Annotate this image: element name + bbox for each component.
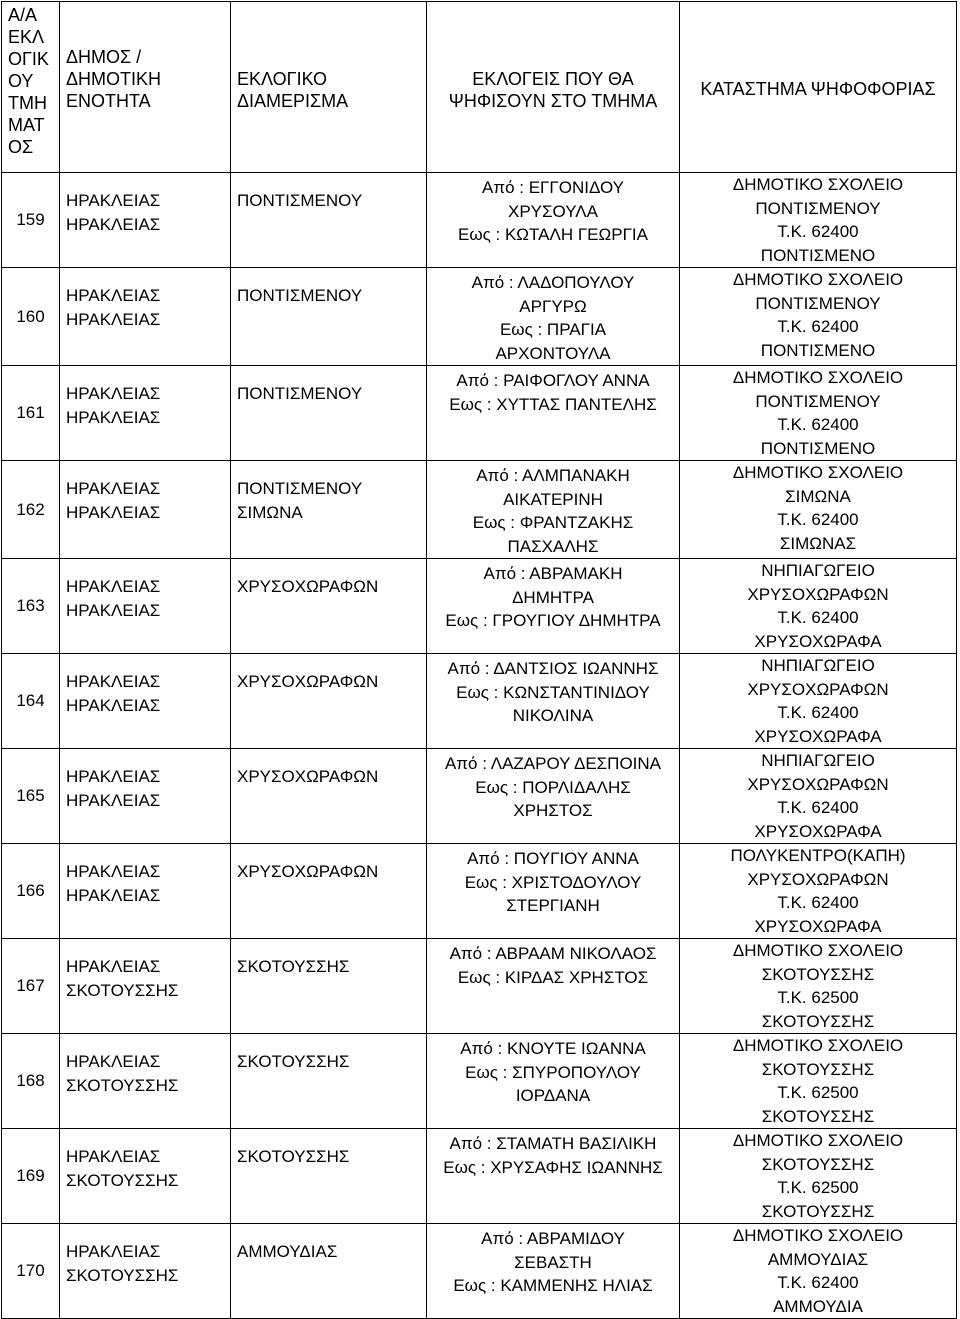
district-cell (231, 173, 427, 268)
voters-range-cell-line: ΝΙΚΟΛΙΝΑ (512, 706, 594, 725)
section-number: 167 (2, 939, 60, 1034)
polling-station-cell (680, 654, 957, 749)
polling-station-cell-line: ΝΗΠΙΑΓΩΓΕΙΟ (761, 561, 875, 580)
district-cell-line: ΠΟΝΤΙΣΜΕΝΟΥ (237, 384, 363, 403)
voters-range-cell-line: Από : ΛΑΖΑΡΟΥ ΔΕΣΠΟΙΝΑ (444, 754, 662, 773)
polling-station-cell-line: Τ.Κ. 62400 (777, 222, 859, 241)
polling-station-cell-line: ΧΡΥΣΟΧΩΡΑΦΑ (754, 726, 882, 746)
voters-range-cell-line: Από : ΕΓΓΟΝΙΔΟΥ (482, 178, 624, 197)
municipality-cell (60, 268, 231, 366)
polling-station-cell-line: ΧΡΥΣΟΧΩΡΑΦΩΝ (747, 869, 889, 889)
municipality-cell-line: ΗΡΑΚΛΕΙΑΣ (66, 767, 161, 786)
voters-range-cell-line: ΔΗΜΗΤΡΑ (512, 587, 594, 607)
voters-range-cell (427, 1034, 680, 1129)
header-line: ΔΗΜΟΣ / (66, 47, 142, 67)
voters-range-cell-line: Από : ΑΒΡΑΜΑΚΗ (483, 564, 623, 583)
polling-station-cell (680, 1034, 957, 1129)
municipality-cell-line: ΣΚΟΤΟΥΣΣΗΣ (66, 1170, 179, 1190)
polling-station-cell-line: Τ.Κ. 62500 (777, 988, 859, 1007)
voters-range-cell (427, 844, 680, 939)
polling-station-cell-line: Τ.Κ. 62400 (777, 798, 859, 817)
municipality-cell-line: ΗΡΑΚΛΕΙΑΣ (66, 672, 161, 691)
district-cell (231, 654, 427, 749)
polling-station-cell-line: ΠΟΝΤΙΣΜΕΝΟΥ (755, 198, 881, 218)
municipality-cell-line: ΗΡΑΚΛΕΙΑΣ (66, 191, 161, 210)
header-line: ΚΑΤΑΣΤΗΜΑ ΨΗΦΟΦΟΡΙΑΣ (700, 79, 936, 99)
polling-station-cell-line: ΠΟΛΥΚΕΝΤΡΟ(ΚΑΠΗ) (730, 846, 906, 865)
municipality-cell-line: ΗΡΑΚΛΕΙΑΣ (66, 885, 161, 905)
polling-station-cell-line: ΔΗΜΟΤΙΚΟ ΣΧΟΛΕΙΟ (732, 270, 904, 289)
polling-station-cell-line: ΠΟΝΤΙΣΜΕΝΟ (760, 438, 876, 458)
header-station (680, 2, 957, 173)
municipality-cell-line: ΗΡΑΚΛΕΙΑΣ (66, 407, 161, 427)
section-number: 163 (2, 559, 60, 654)
district-cell-line: ΧΡΥΣΟΧΩΡΑΦΩΝ (237, 672, 379, 691)
municipality-cell-line: ΗΡΑΚΛΕΙΑΣ (66, 309, 161, 329)
section-number: 160 (2, 268, 60, 366)
voters-range-cell (427, 268, 680, 366)
polling-station-cell-line: ΠΟΝΤΙΣΜΕΝΟΥ (755, 391, 881, 411)
polling-station-cell-line: Τ.Κ. 62400 (777, 415, 859, 434)
district-cell-line: ΣΚΟΤΟΥΣΣΗΣ (237, 1052, 350, 1071)
header-line: ΕΚΛ (8, 27, 45, 47)
municipality-cell (60, 1034, 231, 1129)
municipality-cell-line: ΣΚΟΤΟΥΣΣΗΣ (66, 1075, 179, 1095)
municipality-cell (60, 173, 231, 268)
voters-range-cell-line: Από : ΚΝΟΥΤΕ ΙΩΑΝΝΑ (460, 1039, 646, 1058)
district-cell (231, 939, 427, 1034)
voters-range-cell-line: Από : ΔΑΝΤΣΙΟΣ ΙΩΑΝΝΗΣ (447, 659, 659, 678)
polling-station-cell-line: Τ.Κ. 62400 (777, 608, 859, 627)
voters-range-cell-line: Από : ΑΛΜΠΑΝΑΚΗ (476, 466, 630, 485)
header-municipality (60, 2, 231, 173)
polling-station-cell-line: ΔΗΜΟΤΙΚΟ ΣΧΟΛΕΙΟ (732, 175, 904, 194)
header-line: ΕΚΛΟΓΙΚΟ (237, 69, 328, 89)
municipality-cell-line: ΗΡΑΚΛΕΙΑΣ (66, 790, 161, 810)
municipality-cell-line: ΣΚΟΤΟΥΣΣΗΣ (66, 1265, 179, 1285)
municipality-cell-line: ΗΡΑΚΛΕΙΑΣ (66, 577, 161, 596)
section-number: 165 (2, 749, 60, 844)
voters-range-cell-line: Εως : ΧΡΙΣΤΟΔΟΥΛΟΥ (464, 872, 642, 892)
polling-station-cell-line: ΝΗΠΙΑΓΩΓΕΙΟ (761, 656, 875, 675)
header-line: ΕΚΛΟΓΕΙΣ ΠΟΥ ΘΑ (472, 69, 634, 89)
voters-range-cell (427, 559, 680, 654)
municipality-cell (60, 749, 231, 844)
municipality-cell-line: ΗΡΑΚΛΕΙΑΣ (66, 695, 161, 715)
voters-range-cell-line: ΑΡΧΟΝΤΟΥΛΑ (495, 343, 611, 363)
district-cell-line: ΠΟΝΤΙΣΜΕΝΟΥ (237, 286, 363, 305)
polling-station-cell-line: ΣΚΟΤΟΥΣΣΗΣ (761, 1154, 875, 1174)
district-cell (231, 1034, 427, 1129)
section-number: 170 (2, 1224, 60, 1319)
voters-range-cell-line: Εως : ΚΑΜΜΕΝΗΣ ΗΛΙΑΣ (453, 1276, 653, 1295)
municipality-cell-line: ΗΡΑΚΛΕΙΑΣ (66, 1147, 161, 1166)
district-cell (231, 461, 427, 559)
header-line: ΨΗΦΙΣΟΥΝ ΣΤΟ ΤΜΗΜΑ (448, 91, 658, 111)
polling-station-cell-line: ΧΡΥΣΟΧΩΡΑΦΩΝ (747, 584, 889, 604)
header-number (2, 2, 60, 173)
polling-station-cell-line: ΔΗΜΟΤΙΚΟ ΣΧΟΛΕΙΟ (732, 368, 904, 387)
header-line: ΤΜΗ (8, 93, 47, 113)
polling-station-cell-line: Τ.Κ. 62400 (777, 510, 859, 529)
section-number: 168 (2, 1034, 60, 1129)
polling-station-cell-line: ΔΗΜΟΤΙΚΟ ΣΧΟΛΕΙΟ (732, 1036, 904, 1055)
header-row (2, 2, 957, 173)
voters-range-cell-line: Εως : ΠΡΑΓΙΑ (499, 320, 607, 339)
polling-station-cell-line: ΧΡΥΣΟΧΩΡΑΦΑ (754, 821, 882, 841)
polling-station-cell-line: ΣΚΟΤΟΥΣΣΗΣ (761, 1059, 875, 1079)
polling-station-cell-line: Τ.Κ. 62400 (777, 703, 859, 722)
district-cell-line: ΧΡΥΣΟΧΩΡΑΦΩΝ (237, 767, 379, 786)
polling-station-cell-line: ΝΗΠΙΑΓΩΓΕΙΟ (761, 751, 875, 770)
district-cell-line: ΧΡΥΣΟΧΩΡΑΦΩΝ (237, 577, 379, 596)
voters-range-cell (427, 939, 680, 1034)
polling-station-cell-line: ΑΜΜΟΥΔΙΑΣ (767, 1249, 869, 1269)
header-line: ΟΥ (8, 71, 34, 91)
polling-station-cell-line: ΠΟΝΤΙΣΜΕΝΟ (760, 245, 876, 265)
polling-station-cell-line: ΠΟΝΤΙΣΜΕΝΟΥ (755, 293, 881, 313)
voters-range-cell-line: Από : ΛΑΔΟΠΟΥΛΟΥ (471, 273, 635, 292)
polling-station-cell (680, 844, 957, 939)
polling-station-cell-line: Τ.Κ. 62400 (777, 893, 859, 912)
voters-range-cell-line: Εως : ΓΡΟΥΓΙΟΥ ΔΗΜΗΤΡΑ (445, 611, 661, 630)
header-line: Α/Α (8, 5, 38, 25)
district-cell-line: ΧΡΥΣΟΧΩΡΑΦΩΝ (237, 862, 379, 881)
district-cell-line: ΣΚΟΤΟΥΣΣΗΣ (237, 957, 350, 976)
polling-station-cell-line: Τ.Κ. 62500 (777, 1178, 859, 1197)
voters-range-cell-line: Εως : ΚΩΤΑΛΗ ΓΕΩΡΓΙΑ (457, 225, 648, 244)
municipality-cell-line: ΗΡΑΚΛΕΙΑΣ (66, 862, 161, 881)
header-line: ΟΓΙΚ (8, 49, 49, 69)
section-number: 164 (2, 654, 60, 749)
municipality-cell (60, 461, 231, 559)
voters-range-cell-line: Εως : ΧΥΤΤΑΣ ΠΑΝΤΕΛΗΣ (449, 394, 657, 414)
table-row (2, 654, 957, 749)
section-number: 162 (2, 461, 60, 559)
polling-station-cell-line: ΧΡΥΣΟΧΩΡΑΦΩΝ (747, 679, 889, 699)
header-line: ΟΣ (8, 137, 34, 157)
municipality-cell-line: ΗΡΑΚΛΕΙΑΣ (66, 214, 161, 234)
table-row (2, 749, 957, 844)
voters-range-cell-line: Εως : ΣΠΥΡΟΠΟΥΛΟΥ (465, 1062, 641, 1082)
voters-range-cell (427, 461, 680, 559)
polling-station-cell-line: ΑΜΜΟΥΔΙΑ (773, 1296, 863, 1316)
voters-range-cell-line: ΠΑΣΧΑΛΗΣ (507, 536, 599, 556)
voters-range-cell-line: Από : ΑΒΡΑΜΙΔΟΥ (481, 1229, 625, 1248)
voters-range-cell-line: Εως : ΚΙΡΔΑΣ ΧΡΗΣΤΟΣ (457, 967, 649, 987)
polling-station-cell-line: Τ.Κ. 62500 (777, 1083, 859, 1102)
voters-range-cell-line: Από : ΡΑΙΦΟΓΛΟΥ ΑΝΝΑ (456, 371, 650, 390)
table-row (2, 461, 957, 559)
voters-range-cell-line: Εως : ΚΩΝΣΤΑΝΤΙΝΙΔΟΥ (456, 682, 650, 702)
voters-range-cell-line: ΣΕΒΑΣΤΗ (514, 1252, 592, 1272)
polling-station-cell-line: ΣΙΜΩΝΑΣ (779, 533, 857, 553)
district-cell (231, 749, 427, 844)
polling-station-cell-line: ΔΗΜΟΤΙΚΟ ΣΧΟΛΕΙΟ (732, 463, 904, 482)
voters-range-cell (427, 749, 680, 844)
polling-station-cell-line: Τ.Κ. 62400 (777, 317, 859, 336)
polling-station-cell-line: ΔΗΜΟΤΙΚΟ ΣΧΟΛΕΙΟ (732, 1226, 904, 1245)
header-line: ΔΙΑΜΕΡΙΣΜΑ (237, 91, 349, 111)
voters-range-cell-line: Εως : ΧΡΥΣΑΦΗΣ ΙΩΑΝΝΗΣ (443, 1157, 663, 1177)
municipality-cell-line: ΗΡΑΚΛΕΙΑΣ (66, 957, 161, 976)
polling-station-cell (680, 559, 957, 654)
district-cell-line: ΣΙΜΩΝΑ (237, 502, 303, 522)
table-row (2, 1129, 957, 1224)
polling-station-cell (680, 1129, 957, 1224)
municipality-cell-line: ΗΡΑΚΛΕΙΑΣ (66, 384, 161, 403)
polling-station-cell-line: ΧΡΥΣΟΧΩΡΑΦΑ (754, 916, 882, 936)
header-line: ΕΝΟΤΗΤΑ (66, 91, 151, 111)
voters-range-cell (427, 366, 680, 461)
polling-station-cell-line: ΠΟΝΤΙΣΜΕΝΟ (760, 340, 876, 360)
district-cell-line: ΠΟΝΤΙΣΜΕΝΟΥ (237, 191, 363, 210)
voters-range-cell-line: Από : ΣΤΑΜΑΤΗ ΒΑΣΙΛΙΚΗ (449, 1134, 657, 1153)
polling-station-cell-line: ΣΚΟΤΟΥΣΣΗΣ (761, 964, 875, 984)
section-number: 161 (2, 366, 60, 461)
municipality-cell-line: ΗΡΑΚΛΕΙΑΣ (66, 502, 161, 522)
municipality-cell (60, 654, 231, 749)
voters-range-cell-line: ΑΙΚΑΤΕΡΙΝΗ (503, 489, 603, 509)
voters-range-cell-line: ΣΤΕΡΓΙΑΝΗ (506, 896, 600, 915)
municipality-cell-line: ΗΡΑΚΛΕΙΑΣ (66, 479, 161, 498)
table-row (2, 173, 957, 268)
header-voters (427, 2, 680, 173)
municipality-cell (60, 1224, 231, 1319)
district-cell (231, 1224, 427, 1319)
municipality-cell-line: ΗΡΑΚΛΕΙΑΣ (66, 286, 161, 305)
table-row (2, 366, 957, 461)
municipality-cell (60, 939, 231, 1034)
polling-station-cell-line: ΣΚΟΤΟΥΣΣΗΣ (761, 1106, 875, 1126)
voters-range-cell (427, 173, 680, 268)
municipality-cell (60, 844, 231, 939)
polling-station-cell-line: ΣΙΜΩΝΑ (785, 486, 851, 506)
municipality-cell-line: ΗΡΑΚΛΕΙΑΣ (66, 600, 161, 620)
district-cell-line: ΣΚΟΤΟΥΣΣΗΣ (237, 1147, 350, 1166)
municipality-cell (60, 1129, 231, 1224)
voters-range-cell-line: Από : ΑΒΡΑΑΜ ΝΙΚΟΛΑΟΣ (449, 944, 657, 963)
section-number: 169 (2, 1129, 60, 1224)
section-number: 159 (2, 173, 60, 268)
district-cell-line: ΠΟΝΤΙΣΜΕΝΟΥ (237, 479, 363, 498)
voters-range-cell-line: ΧΡΗΣΤΟΣ (513, 801, 593, 820)
polling-station-cell (680, 1224, 957, 1319)
polling-station-cell-line: ΔΗΜΟΤΙΚΟ ΣΧΟΛΕΙΟ (732, 1131, 904, 1150)
polling-station-cell (680, 461, 957, 559)
municipality-cell (60, 559, 231, 654)
polling-station-cell (680, 173, 957, 268)
polling-station-cell-line: ΧΡΥΣΟΧΩΡΑΦΩΝ (747, 774, 889, 794)
voters-range-cell-line: ΙΟΡΔΑΝΑ (515, 1086, 591, 1105)
district-cell (231, 844, 427, 939)
table-row (2, 1224, 957, 1319)
polling-station-cell (680, 939, 957, 1034)
municipality-cell-line: ΣΚΟΤΟΥΣΣΗΣ (66, 980, 179, 1000)
table-row (2, 559, 957, 654)
polling-station-cell-line: ΧΡΥΣΟΧΩΡΑΦΑ (754, 631, 882, 651)
district-cell (231, 366, 427, 461)
municipality-cell-line: ΗΡΑΚΛΕΙΑΣ (66, 1242, 161, 1261)
district-cell-line: ΑΜΜΟΥΔΙΑΣ (237, 1242, 338, 1261)
polling-station-cell (680, 268, 957, 366)
polling-stations-table (1, 1, 957, 1319)
polling-station-cell-line: ΔΗΜΟΤΙΚΟ ΣΧΟΛΕΙΟ (732, 941, 904, 960)
district-cell (231, 268, 427, 366)
district-cell (231, 1129, 427, 1224)
voters-range-cell (427, 654, 680, 749)
voters-range-cell-line: Εως : ΦΡΑΝΤΖΑΚΗΣ (472, 513, 634, 532)
header-line: ΔΗΜΟΤΙΚΗ (66, 69, 162, 89)
header-line: ΜΑΤ (8, 115, 45, 135)
header-district (231, 2, 427, 173)
polling-station-cell-line: Τ.Κ. 62400 (777, 1273, 859, 1292)
polling-station-cell (680, 749, 957, 844)
polling-station-cell-line: ΣΚΟΤΟΥΣΣΗΣ (761, 1011, 875, 1031)
table-row (2, 939, 957, 1034)
polling-station-cell (680, 366, 957, 461)
table-row (2, 268, 957, 366)
section-number: 166 (2, 844, 60, 939)
voters-range-cell-line: Από : ΠΟΥΓΙΟΥ ΑΝΝΑ (467, 849, 639, 868)
municipality-cell (60, 366, 231, 461)
voters-range-cell-line: Εως : ΠΟΡΛΙΔΑΛΗΣ (475, 777, 631, 797)
voters-range-cell (427, 1224, 680, 1319)
municipality-cell-line: ΗΡΑΚΛΕΙΑΣ (66, 1052, 161, 1071)
table-row (2, 1034, 957, 1129)
table-row (2, 844, 957, 939)
district-cell (231, 559, 427, 654)
polling-station-cell-line: ΣΚΟΤΟΥΣΣΗΣ (761, 1201, 875, 1221)
voters-range-cell (427, 1129, 680, 1224)
voters-range-cell-line: ΑΡΓΥΡΩ (519, 296, 587, 316)
voters-range-cell-line: ΧΡΥΣΟΥΛΑ (508, 201, 598, 221)
